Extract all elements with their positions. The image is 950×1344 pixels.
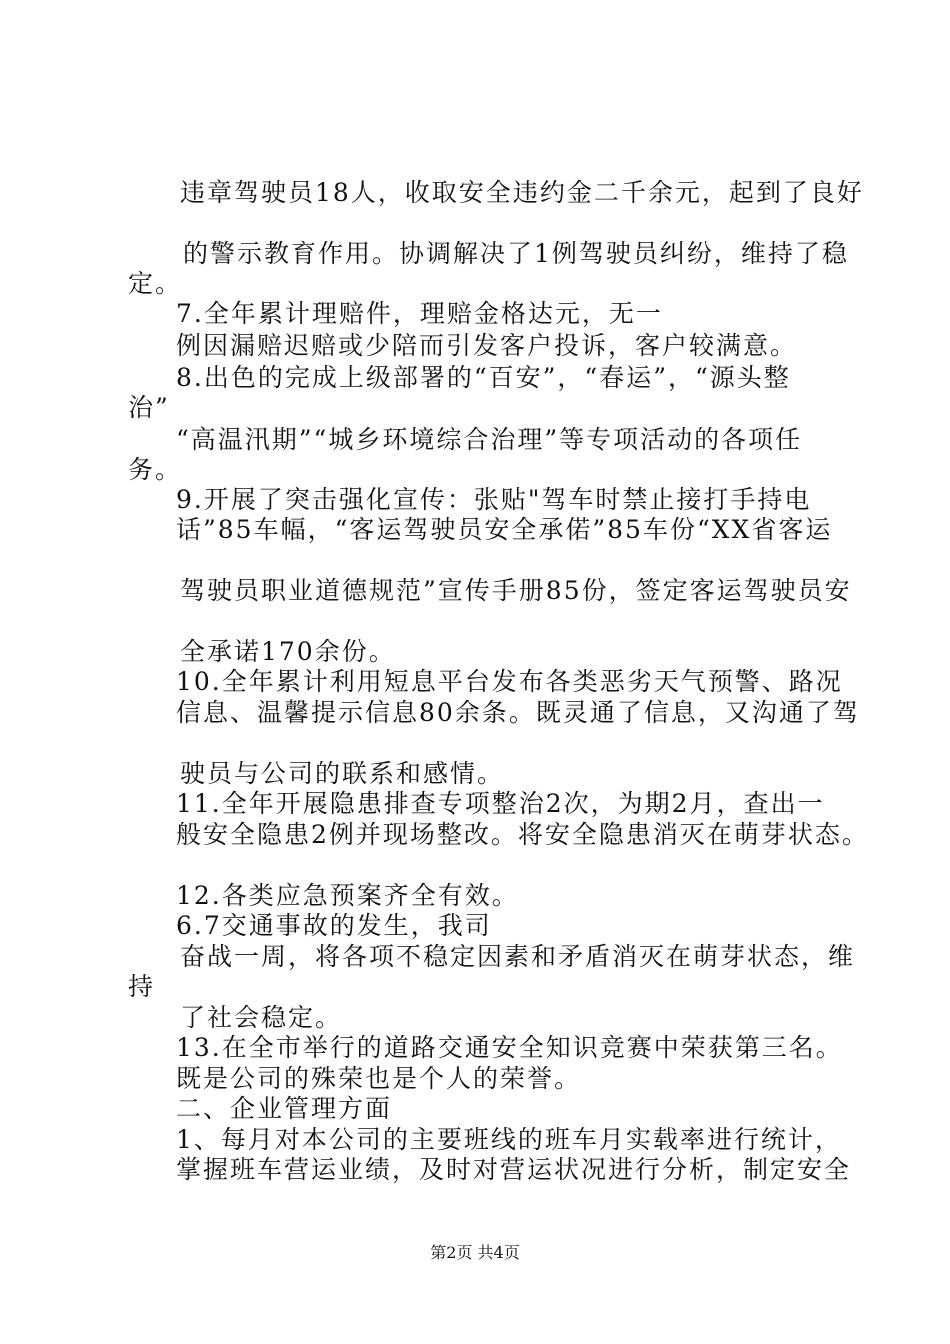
text-line: 9.开展了突击强化宣传：张贴"驾车时禁止接打手持电 bbox=[176, 485, 812, 514]
text-line: 定。 bbox=[128, 269, 183, 298]
text-line: 持 bbox=[128, 972, 156, 1001]
text-line: 既是公司的殊荣也是个人的荣誉。 bbox=[176, 1064, 582, 1093]
text-line: 13.在全市举行的道路交通安全知识竞赛中荣获第三名。 bbox=[176, 1033, 843, 1062]
text-line: 例因漏赔迟赔或少陪而引发客户投诉，客户较满意。 bbox=[176, 331, 798, 360]
text-line: 务。 bbox=[128, 455, 183, 484]
text-line: 违章驾驶员18人，收取安全违约金二千余元，起到了良好 bbox=[180, 178, 864, 207]
section-heading: 二、企业管理方面 bbox=[176, 1094, 393, 1123]
text-line: “高温汛期”“城乡环境综合治理”等专项活动的各项任 bbox=[176, 425, 803, 454]
text-line: 般安全隐患2例并现场整改。将安全隐患消灭在萌芽状态。 bbox=[176, 820, 869, 849]
text-line: 1、每月对本公司的主要班线的班车月实载率进行统计， bbox=[176, 1125, 842, 1154]
text-line: 话”85车幅，“客运驾驶员安全承偌”85车份“XX省客运 bbox=[176, 515, 833, 544]
text-line: 驶员与公司的联系和感情。 bbox=[180, 759, 505, 788]
text-line: 12.各类应急预案齐全有效。 bbox=[176, 881, 519, 910]
text-line: 8.出色的完成上级部署的“百安”，“春运”，“源头整 bbox=[176, 363, 791, 392]
text-line: 驾驶员职业道德规范”宣传手册85份，签定客运驾驶员安 bbox=[180, 576, 852, 605]
page-number-footer: 第2页 共4页 bbox=[430, 1243, 520, 1262]
text-line: 7.全年累计理赔件，理赔金格达元，无一 bbox=[176, 299, 663, 328]
text-line: 掌握班车营运业绩，及时对营运状况进行分析，制定安全 bbox=[176, 1155, 852, 1184]
text-line: 的警示教育作用。协调解决了1例驾驶员纠纷，维持了稳 bbox=[183, 239, 849, 268]
text-line: 10.全年累计利用短息平台发布各类恶劣天气预警、路况 bbox=[176, 667, 843, 696]
text-line: 治” bbox=[128, 393, 170, 422]
text-line: 6.7交通事故的发生，我司 bbox=[176, 911, 492, 940]
text-line: 信息、温馨提示信息80余条。既灵通了信息，又沟通了驾 bbox=[176, 698, 860, 727]
text-line: 11.全年开展隐患排查专项整治2次，为期2月，查出一 bbox=[176, 789, 825, 818]
text-line: 奋战一周，将各项不稳定因素和矛盾消灭在萌芽状态，维 bbox=[180, 942, 856, 971]
text-line: 全承诺170余份。 bbox=[180, 637, 396, 666]
text-line: 了社会稳定。 bbox=[180, 1003, 343, 1032]
